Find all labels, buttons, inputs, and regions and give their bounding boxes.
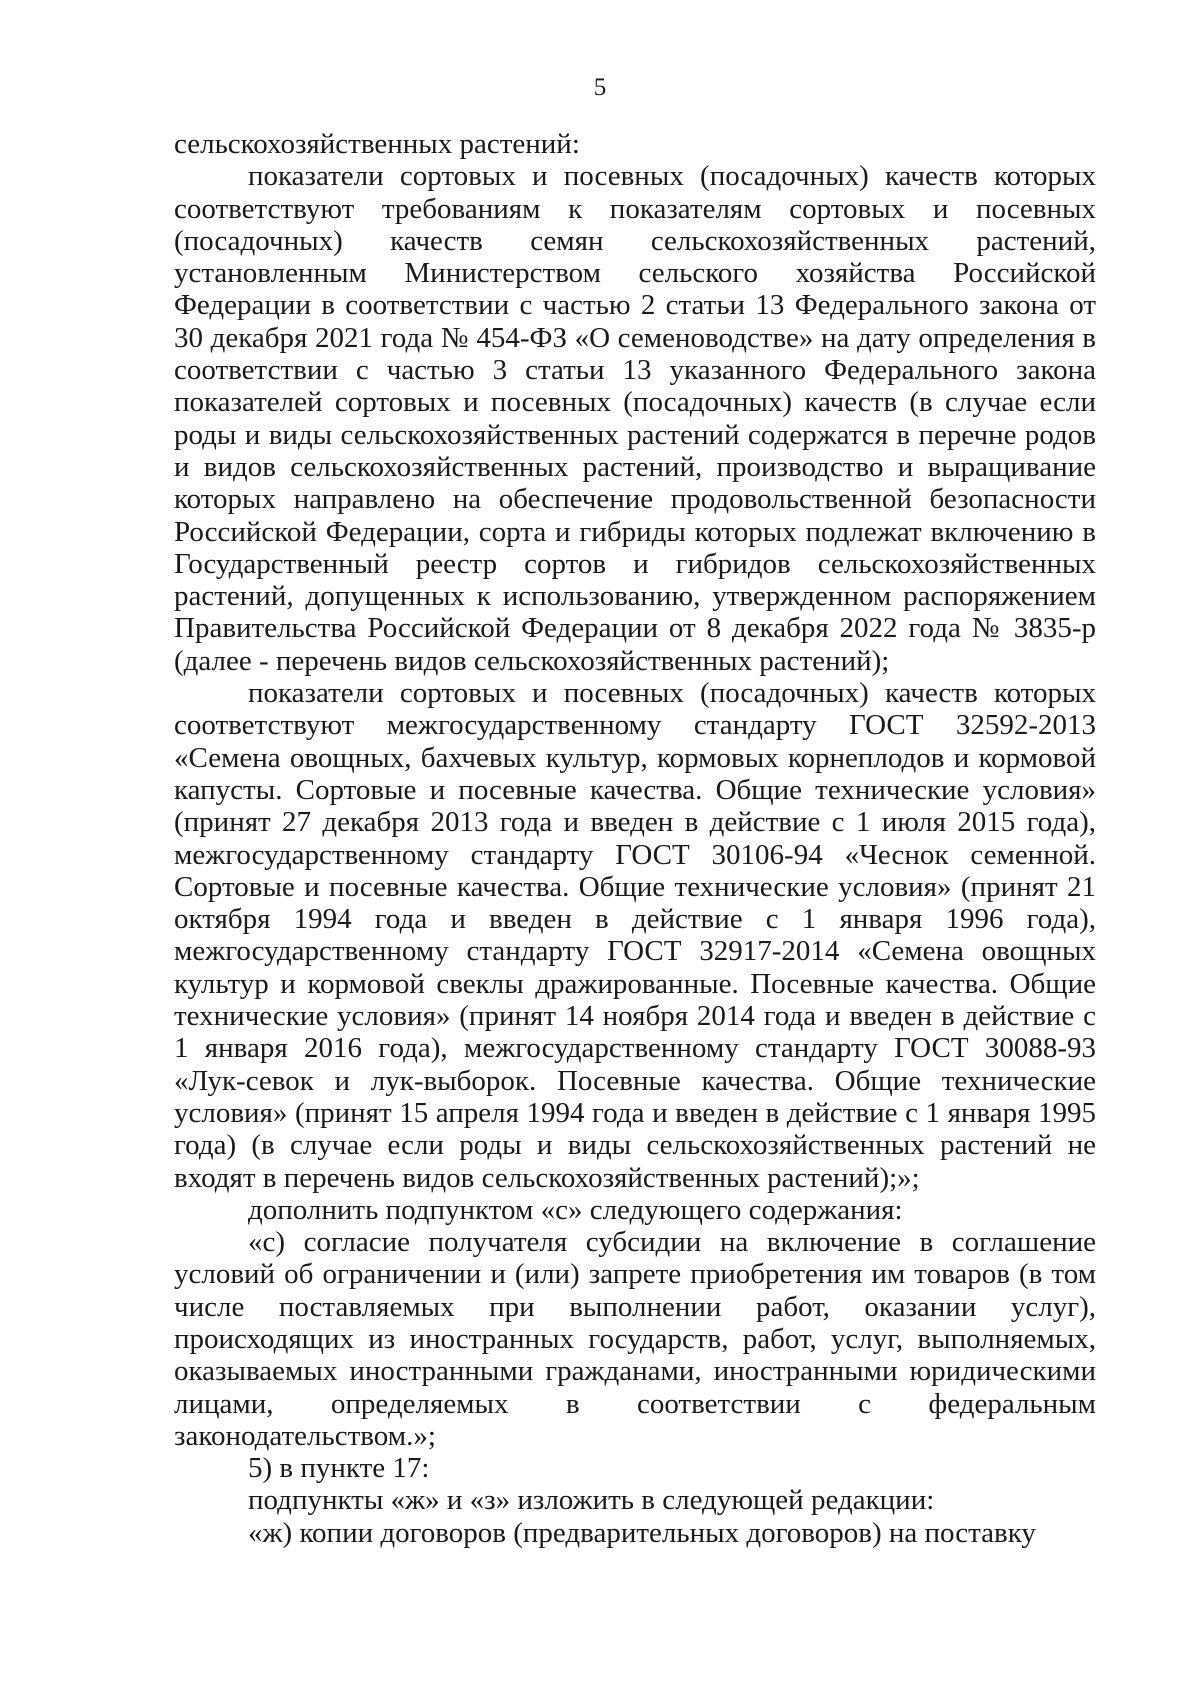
paragraph-subpoint-c: «с) согласие получателя субсидии на включение в соглашение условий об ограничении и (или) запрете приобретения им товаров (в том числе поставляемых при выполнении работ, оказании услуг), происходящих из иностранных государств, работ, услуг, выполняемых, оказываемых иностранными гражданами, иностранными юридическими лицами, определяемых в соответствии с федеральным законодательством.»; — [174, 1226, 1096, 1452]
paragraph-seed-quality-requirements: показатели сортовых и посевных (посадочных) качеств которых соответствуют требованиям к показателям сортовых и посевных (посадочных) качеств семян сельскохозяйственных растений, установленным Министерством сельского хозяйства Российской Федерации в соответствии с частью 2 статьи 13 Федерального закона от 30 декабря 2021 года № 454-ФЗ «О семеноводстве» на дату определения в соответствии с частью 3 статьи 13 указанного Федерального закона показателей сортовых и посевных (посадочных) качеств (в случае если роды и виды сельскохозяйственных растений содержатся в перечне родов и видов сельскохозяйственных растений, производство и выращивание которых направлено на обеспечение продовольственной безопасности Российской Федерации, сорта и гибриды которых подлежат включению в Государственный реестр сортов и гибридов сельскохозяйственных растений, допущенных к использованию, утвержденном распоряжением Правительства Российской Федерации от 8 декабря 2022 года № 3835-р (далее - перечень видов сельскохозяйственных растений); — [174, 160, 1096, 677]
paragraph-continuation: сельскохозяйственных растений: — [174, 128, 580, 160]
paragraph-subpoint-zh: «ж) копии договоров (предварительных договоров) на поставку — [248, 1516, 1036, 1549]
document-body — [174, 128, 1096, 1549]
paragraph-gost-standards: показатели сортовых и посевных (посадочных) качеств которых соответствуют межгосударственному стандарту ГОСТ 32592-2013 «Семена овощных, бахчевых культур, кормовых корнеплодов и кормовой капусты. Сортовые и посевные качества. Общие технические условия» (принят 27 декабря 2013 года и введен в действие с 1 июля 2015 года), межгосударственному стандарту ГОСТ 30106-94 «Чеснок семенной. Сортовые и посевные качества. Общие технические условия» (принят 21 октября 1994 года и введен в действие с 1 января 1996 года), межгосударственному стандарту ГОСТ 32917-2014 «Семена овощных культур и кормовой свеклы дражированные. Посевные качества. Общие технические условия» (принят 14 ноября 2014 года и введен в действие с 1 января 2016 года), межгосударственному стандарту ГОСТ 30088-93 «Лук-севок и лук-выборок. Посевные качества. Общие технические условия» (принят 15 апреля 1994 года и введен в действие с 1 января 1995 года) (в случае если роды и виды сельскохозяйственных растений не входят в перечень видов сельскохозяйственных растений);»; — [174, 677, 1096, 1194]
paragraph-point-17: 5) в пункте 17: — [248, 1452, 430, 1485]
paragraph-subpoints-zh-z: подпункты «ж» и «з» изложить в следующей редакции: — [248, 1484, 935, 1517]
paragraph-add-subpoint: дополнить подпунктом «с» следующего содержания: — [248, 1193, 903, 1226]
page-number: 5 — [593, 74, 607, 101]
